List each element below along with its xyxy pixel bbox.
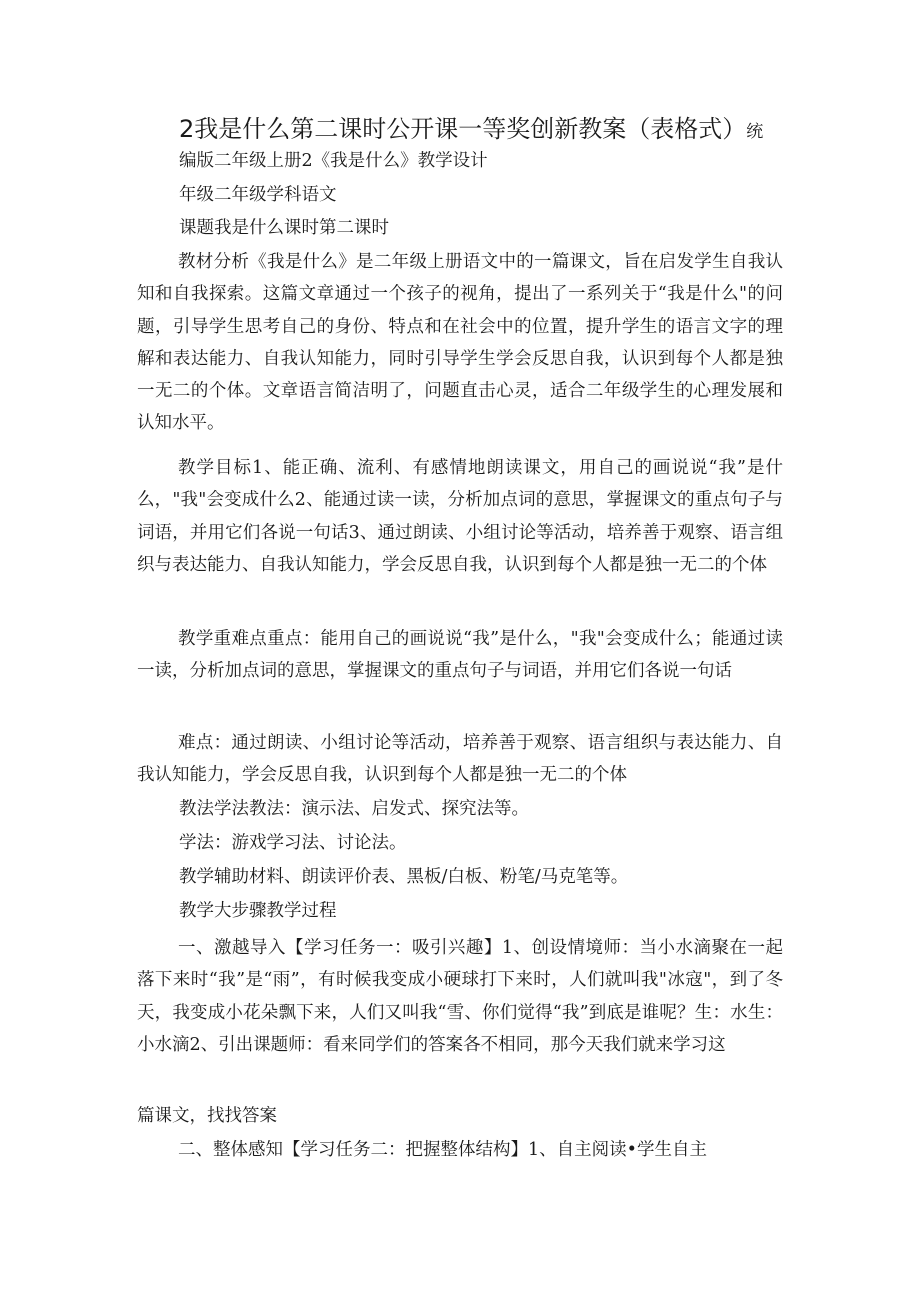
teaching-materials: 教学辅助材料、朗读评价表、黑板/白板、粉笔/马克笔等。 bbox=[179, 867, 629, 887]
step-one-intro: 一、激越导入【学习任务一：吸引兴趣】1、创设情境师：当小水滴聚在一起落下来时“我”是“雨”，有时候我变成小硬球打下来时，人们就叫我"冰寇"，到了冬天，我变成小花朵飘下来，人们又叫我“雪、你们觉得“我”到底是谁呢？生：水生：小水滴2、引出课题师：看来同学们的答案各不相同，那今天我们就来学习这 bbox=[137, 938, 783, 1055]
learning-methods: 学法：游戏学习法、讨论法。 bbox=[179, 833, 407, 853]
lesson-topic: 课题我是什么课时第二课时 bbox=[179, 218, 389, 238]
grade-subject: 年级二年级学科语文 bbox=[179, 185, 337, 205]
step-two-overview: 二、整体感知【学习任务二：把握整体结构】1、自主阅读•学生自主 bbox=[178, 1140, 707, 1160]
step-one-tail: 篇课文，找找答案 bbox=[137, 1106, 277, 1126]
document-title bbox=[179, 112, 899, 149]
subtitle: 编版二年级上册2《我是什么》教学设计 bbox=[179, 151, 488, 171]
teaching-methods: 教法学法教法：演示法、启发式、探究法等。 bbox=[179, 799, 529, 819]
material-analysis: 教材分析《我是什么》是二年级上册语文中的一篇课文，旨在启发学生自我认知和自我探索。这篇文章通过一个孩子的视角，提出了一系列关于“我是什么"的问题，引导学生思考自己的身份、特点和在社会中的位置，提升学生的语言文字的理解和表达能力、自我认知能力，同时引导学生学会反思自我，认识到每个人都是独一无二的个体。文章语言简洁明了，问题直击心灵，适合二年级学生的心理发展和认知水平。 bbox=[137, 252, 783, 434]
title-tail: 统 bbox=[746, 122, 764, 142]
teaching-objectives: 教学目标1、能正确、流利、有感情地朗读课文，用自己的画说说“我”是什么，"我"会变成什么2、能通过读一读，分析加点词的意思，掌握课文的重点句子与词语，并用它们各说一句话3、通过朗读、小组讨论等活动，培养善于观察、语言组织与表达能力、自我认知能力，学会反思自我，认识到每个人都是独一无二的个体 bbox=[137, 458, 783, 575]
steps-heading: 教学大步骤教学过程 bbox=[179, 901, 337, 921]
title-main: 2我是什么第二课时公开课一等奖创新教案（表格式） bbox=[179, 115, 747, 143]
key-points: 教学重难点重点：能用自己的画说说“我”是什么，"我"会变成什么；能通过读一读，分析加点词的意思，掌握课文的重点句子与词语，并用它们各说一句话 bbox=[137, 629, 783, 682]
difficult-points: 难点：通过朗读、小组讨论等活动，培养善于观察、语言组织与表达能力、自我认知能力，学会反思自我，认识到每个人都是独一无二的个体 bbox=[137, 733, 783, 786]
